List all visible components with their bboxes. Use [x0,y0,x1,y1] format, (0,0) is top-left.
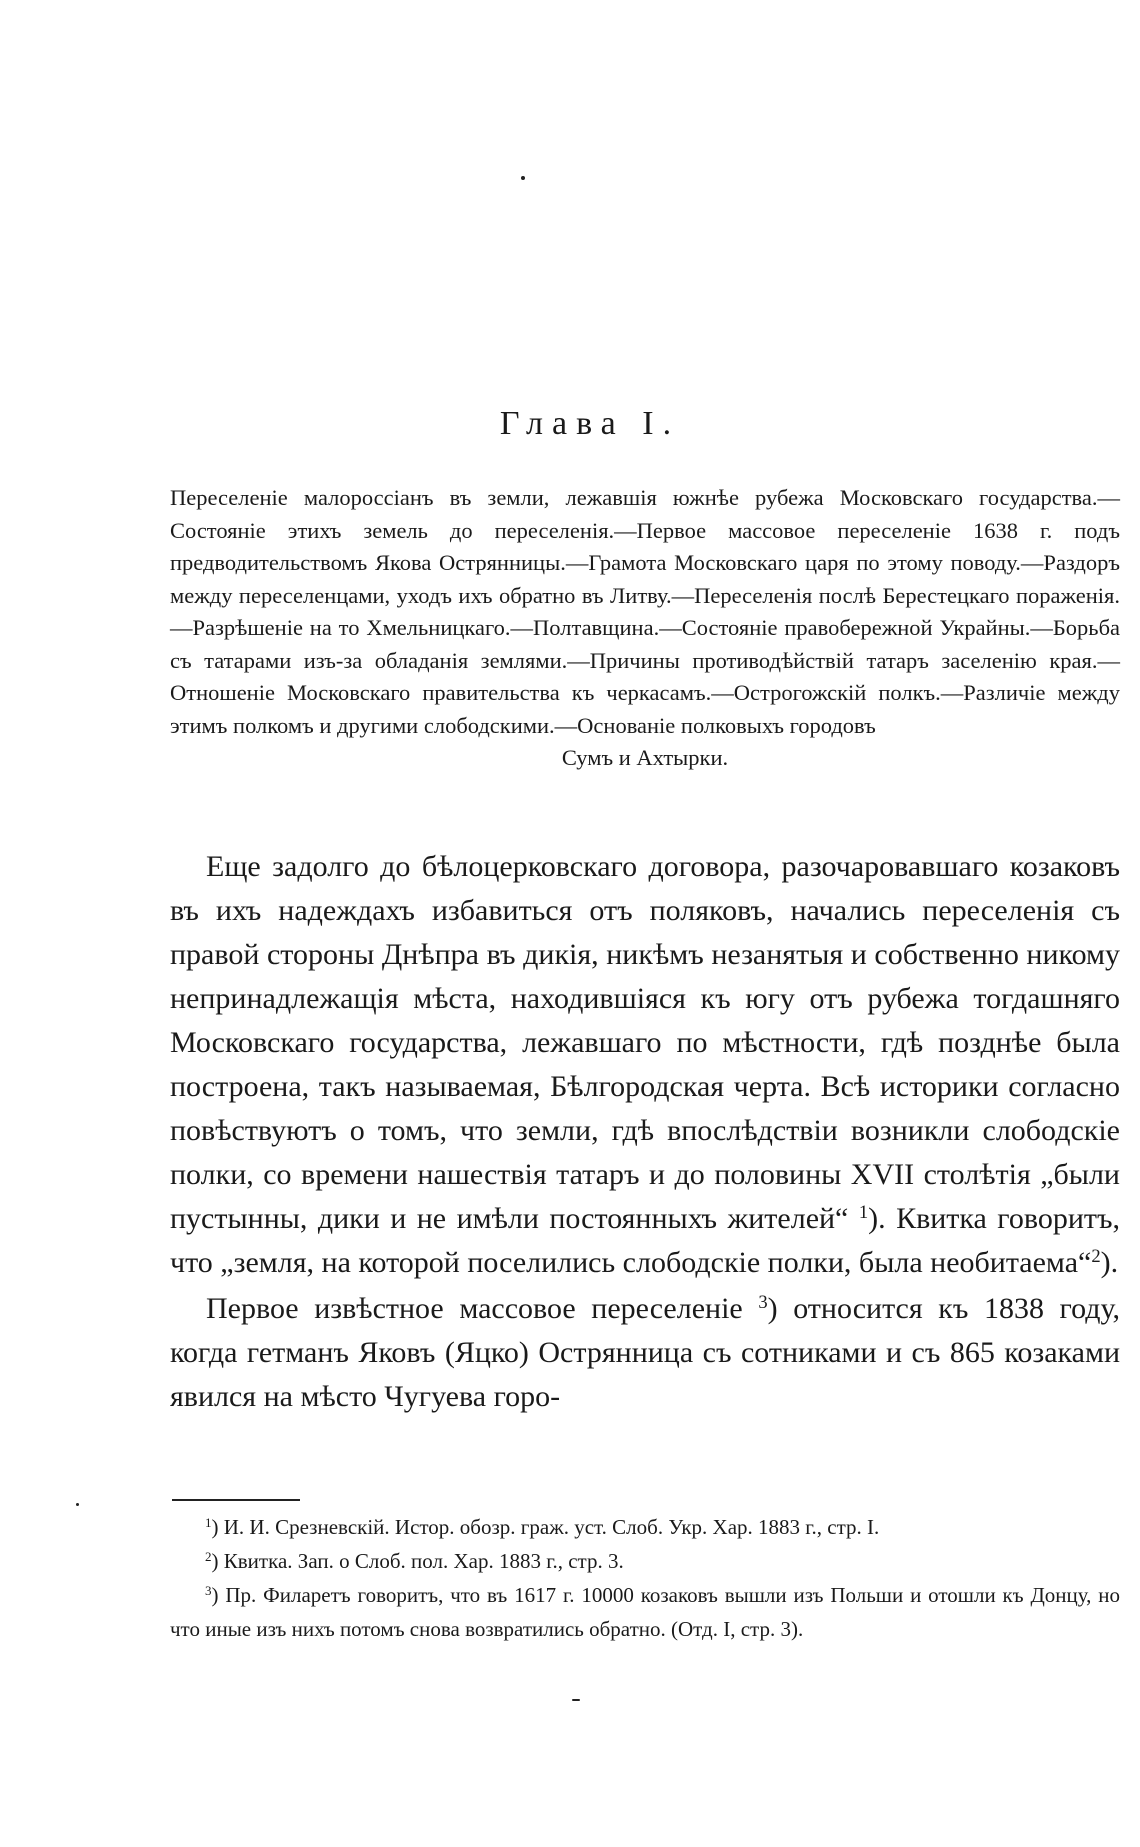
paragraph-2 [170,1287,1120,1419]
footnote-text: ) И. И. Срезневскій. Истор. обозр. граж. уст. Слоб. Укр. Хар. 1883 г., стр. I. [211,1515,880,1539]
footnote-item [170,1578,1120,1646]
chapter-summary [170,482,1120,775]
print-speck [521,176,525,180]
footnote-mark: 2 [205,1548,212,1564]
main-text [170,845,1120,1419]
paragraph-1-text-a: Еще задолго до бѣлоцерковскаго договора, разочаровавшаго козаковъ въ ихъ надеждахъ избавиться отъ поляковъ, начались переселенія съ правой стороны Днѣпра въ дикія, никѣмъ незанятыя и собственно никому непринадлежащія мѣста, находившіяся къ югу отъ рубежа тогдашняго Московскаго государства, лежавшаго по мѣстности, гдѣ позднѣе была построена, такъ называемая, Бѣлгородская черта. Всѣ историки согласно повѣствуютъ о томъ, что земли, гдѣ впослѣдствіи возникли слободскіе полки, со времени нашествія татаръ и до половины XVII столѣтія „были пустынны, дики и не имѣли постоянныхъ жителей“ [170,850,1120,1235]
chapter-summary-text: Переселеніе малороссіанъ въ земли, лежавшія южнѣе рубежа Московскаго государства.—Состояніе этихъ земель до переселенія.—Первое массовое переселеніе 1638 г. подъ предводительствомъ Якова Острянницы.—Грамота Московскаго царя по этому поводу.—Раздоръ между переселенцами, уходъ ихъ обратно въ Литву.—Переселенія послѣ Берестецкаго пораженія.—Разрѣшеніе на то Хмельницкаго.—Полтавщина.—Состояніе правобережной Украйны.—Борьба съ татарами изъ-за обладанія землями.—Причины противодѣйствій татаръ заселенію края.—Отношеніе Московскаго правительства къ черкасамъ.—Острогожскій полкъ.—Различіе между этимъ полкомъ и другими слободскими.—Основаніе полковыхъ городовъ [170,485,1120,738]
footnote-mark: 3 [205,1582,212,1598]
print-speck [76,1503,79,1506]
footnote-separator [172,1499,300,1501]
print-speck [572,1699,580,1701]
chapter-summary-last-line: Сумъ и Ахтырки. [561,745,729,770]
footnote-item [170,1510,1120,1544]
chapter-title: Глава I. [499,405,681,442]
footnote-ref-3: 3 [758,1291,768,1313]
footnote-ref-1: 1 [858,1201,869,1223]
paragraph-1-text-c: ). [1100,1246,1119,1279]
footnote-text: ) Пр. Филаретъ говоритъ, что въ 1617 г. 10000 козаковъ вышли изъ Польши и отошли къ Донцу, но что иные изъ нихъ потомъ снова возвратились обратно. (Отд. I, стр. 3). [170,1583,1120,1641]
footnote-mark: 1 [205,1514,212,1530]
footnote-text: ) Квитка. Зап. о Слоб. пол. Хар. 1883 г., стр. 3. [211,1549,624,1573]
paragraph-1-text-b: ). Квитка говоритъ, что „земля, на которой поселились слободскіе полки, была необитаема“ [170,1202,1120,1279]
footnote-ref-2: 2 [1091,1245,1101,1267]
footnote-item [170,1544,1120,1578]
footnotes [170,1510,1120,1646]
paragraph-1 [170,845,1120,1285]
paragraph-2-text-b: ) относится къ 1838 году, когда гетманъ Яковъ (Яцко) Острянница съ сотниками и съ 865 козаками явился на мѣсто Чугуева горо- [170,1292,1120,1413]
paragraph-2-text-a: Первое извѣстное массовое переселеніе [206,1292,743,1325]
